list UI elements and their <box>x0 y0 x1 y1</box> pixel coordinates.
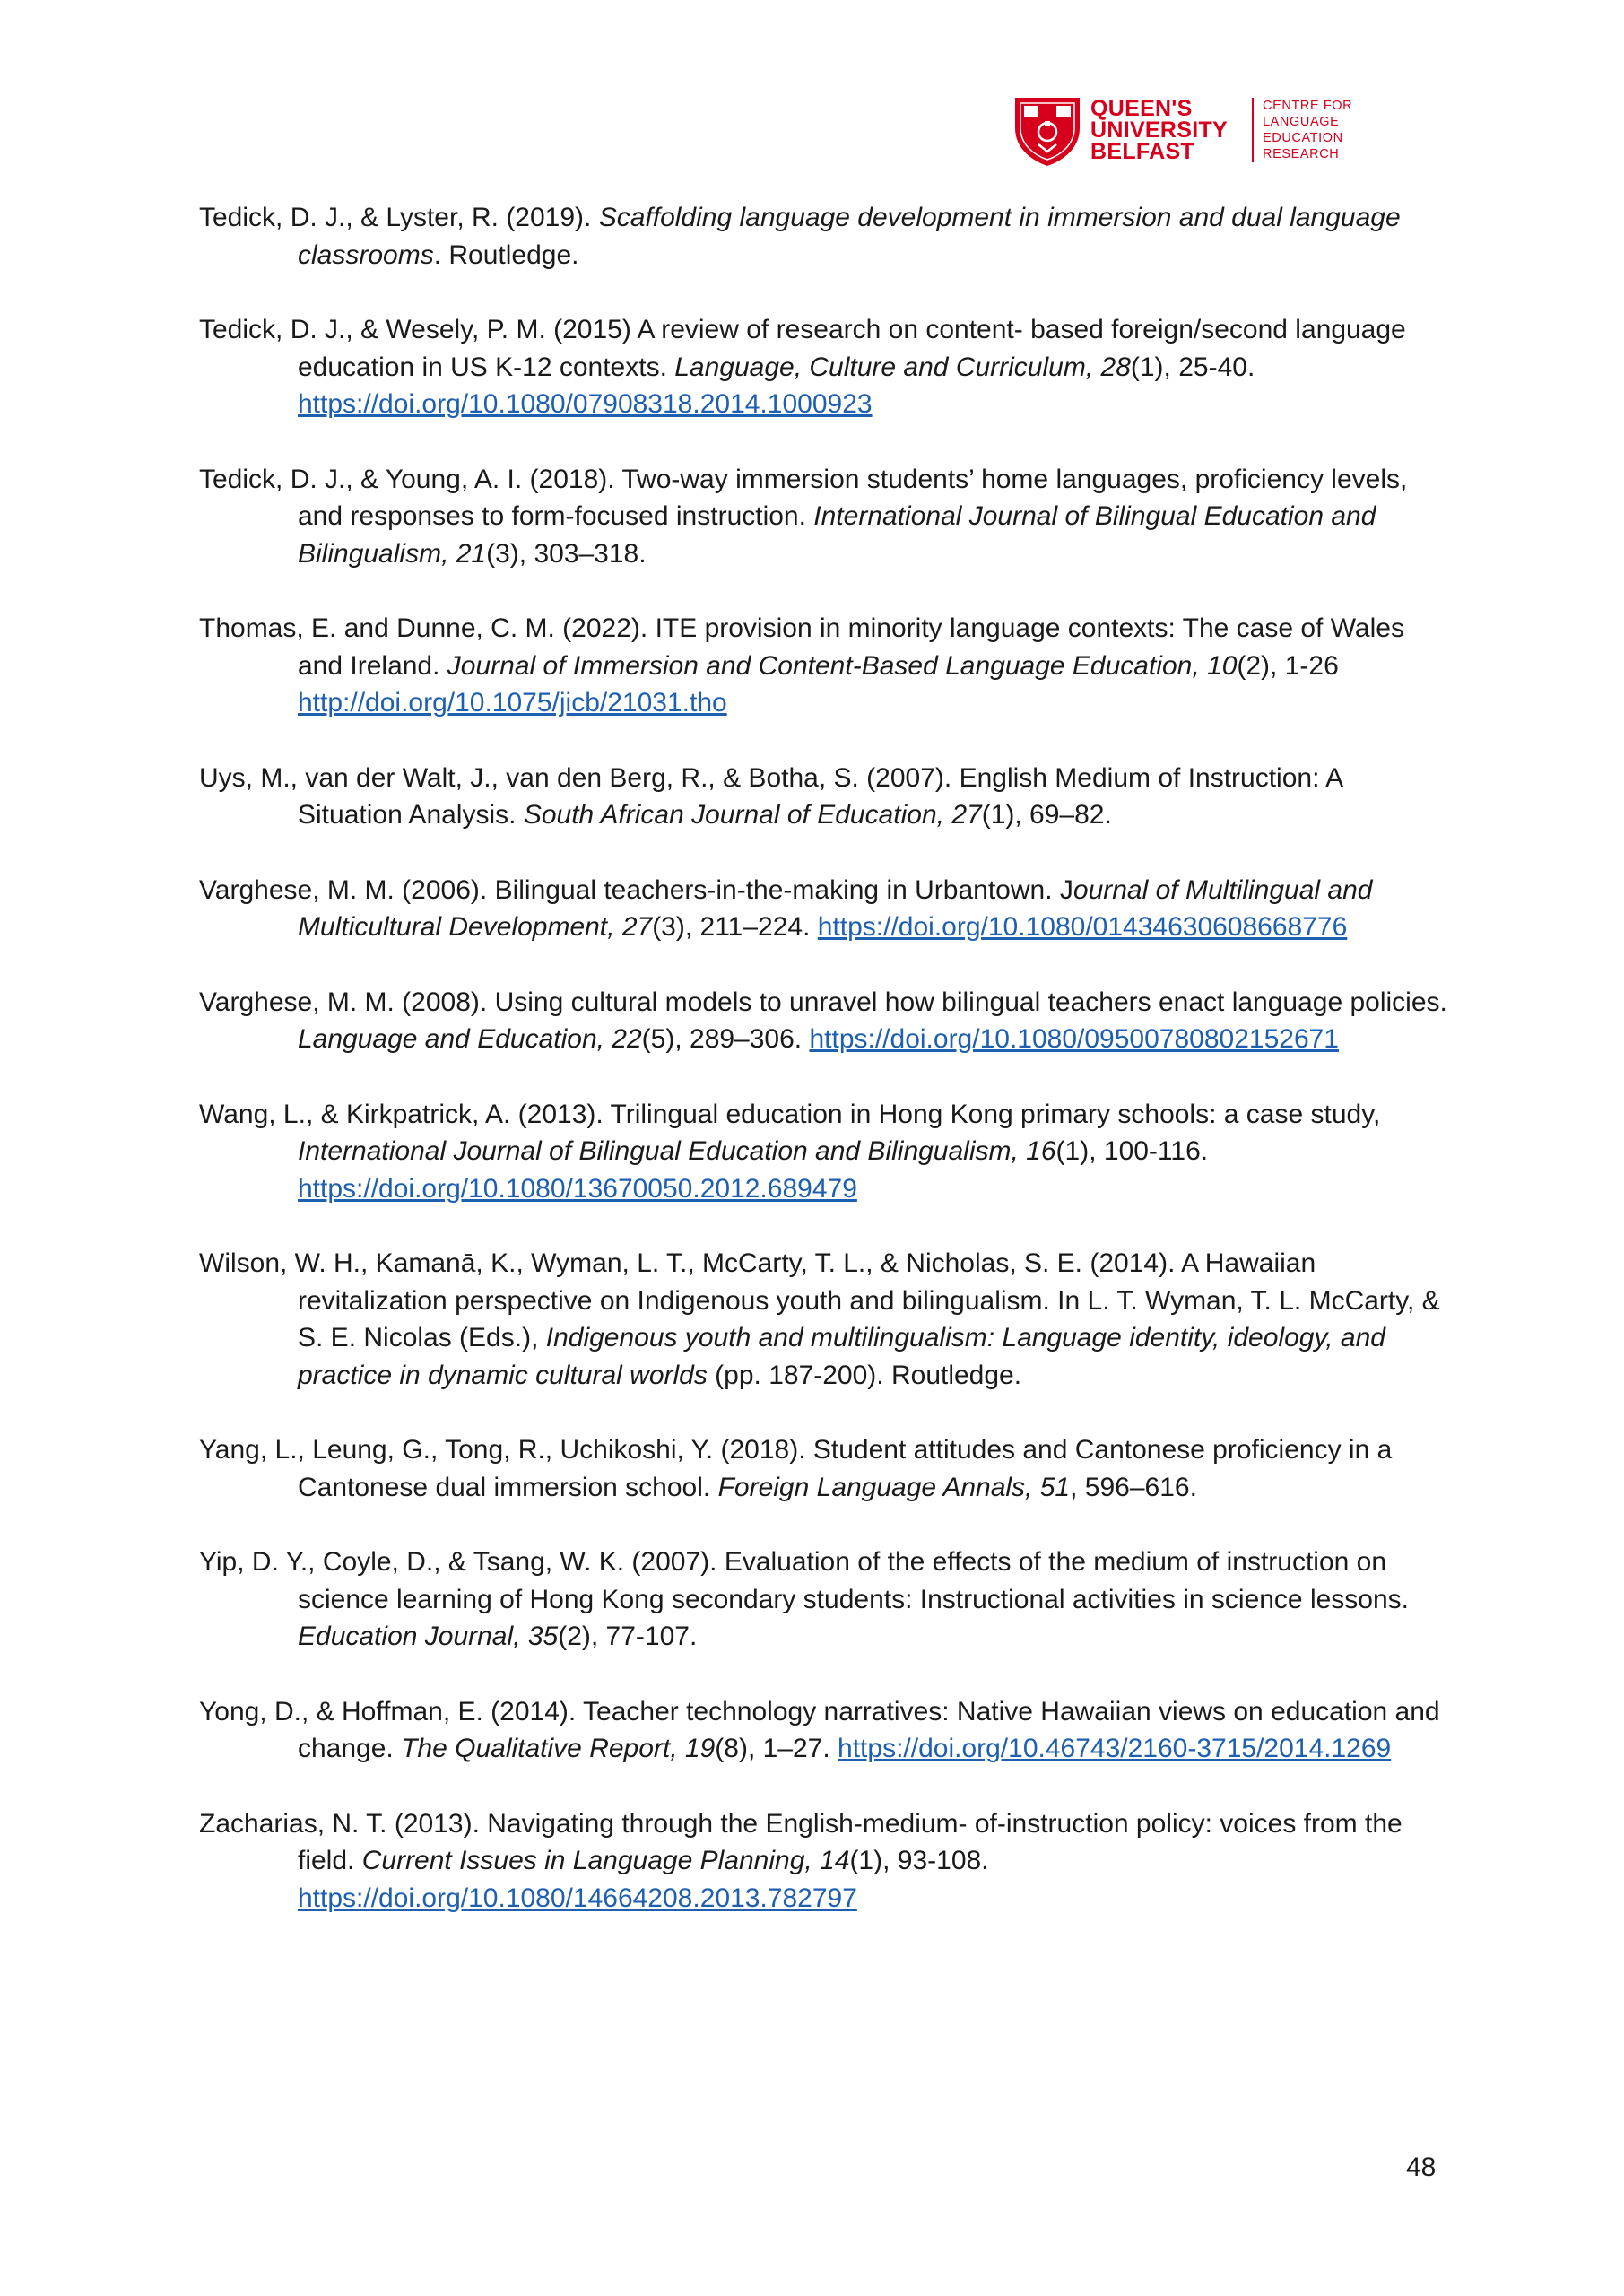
reference-title: ournal of Multilingual and Multicultural Development, 27 <box>298 874 1373 942</box>
reference-entry <box>199 1544 1450 1656</box>
doi-link[interactable]: http://doi.org/10.1075/jicb/21031.tho <box>298 688 727 718</box>
reference-entry <box>199 872 1450 946</box>
logo-line-1: QUEEN'S <box>1090 96 1193 121</box>
reference-title: Language, Culture and Curriculum, 28 <box>674 352 1131 382</box>
reference-details: , 596–616. <box>1070 1472 1197 1502</box>
reference-details: (1), 93-108. <box>849 1846 989 1875</box>
logo-line-2: UNIVERSITY <box>1090 117 1229 143</box>
reference-entry <box>199 984 1450 1058</box>
centre-line-1: CENTRE FOR <box>1263 99 1353 113</box>
reference-authors-text: Wilson, W. H., Kamanā, K., Wyman, L. T., McCarty, T. L., & Nicholas, S. E. (2014). A Hawaiian revitalization perspective on Indigenous youth and bilingualism. In L. T. Wyman, T. L. McCarty, & S. E. Nicolas (Eds.), <box>199 1248 1440 1352</box>
reference-details: (5), 289–306. <box>641 1024 810 1054</box>
reference-entry <box>199 311 1450 423</box>
reference-title: South African Journal of Education, 27 <box>523 800 982 830</box>
reference-details: (2), 1-26 <box>1237 650 1339 681</box>
reference-details: (pp. 187-200). Routledge. <box>707 1360 1022 1390</box>
reference-authors-text: Tedick, D. J., & Young, A. I. (2018). Two-way immersion students’ home languages, proficiency levels, and responses to form-focused instruction. <box>199 464 1408 531</box>
centre-line-4: RESEARCH <box>1263 147 1340 161</box>
reference-authors-text: Thomas, E. and Dunne, C. M. (2022). ITE provision in minority language contexts: The case of Wales and Ireland. <box>199 613 1404 681</box>
reference-title: Journal of Immersion and Content-Based Language Education, 10 <box>447 650 1238 681</box>
reference-details: (3), 303–318. <box>486 538 647 569</box>
reference-details: . Routledge. <box>433 239 579 270</box>
reference-details: (1), 25-40. <box>1130 352 1255 382</box>
reference-title: Current Issues in Language Planning, 14 <box>361 1846 850 1875</box>
reference-title: Foreign Language Annals, 51 <box>717 1472 1071 1502</box>
doi-link[interactable]: https://doi.org/10.1080/13670050.2012.689479 <box>298 1173 857 1204</box>
centre-name <box>1263 98 1352 162</box>
reference-authors-text: Varghese, M. M. (2008). Using cultural models to unravel how bilingual teachers enact language policies. <box>199 987 1447 1017</box>
reference-details: (2), 77-107. <box>558 1622 698 1651</box>
university-crest-icon <box>1012 94 1083 168</box>
doi-link[interactable]: https://doi.org/10.1080/09500780802152671 <box>809 1024 1339 1054</box>
reference-authors-text: Varghese, M. M. (2006). Bilingual teachers-in-the-making in Urbantown. J <box>199 874 1073 905</box>
reference-entry <box>199 760 1450 834</box>
reference-details: (1), 69–82. <box>981 800 1112 830</box>
logo-divider <box>1252 98 1254 162</box>
centre-line-3: EDUCATION <box>1263 131 1343 145</box>
reference-title: International Journal of Bilingual Education and Bilingualism, 16 <box>298 1136 1056 1166</box>
reference-list <box>199 199 1450 1954</box>
reference-details: (1), 100-116. <box>1055 1136 1209 1166</box>
reference-title: Education Journal, 35 <box>298 1622 559 1651</box>
reference-authors-text: Wang, L., & Kirkpatrick, A. (2013). Trilingual education in Hong Kong primary schools: a case study, <box>199 1099 1381 1129</box>
reference-entry <box>199 610 1450 722</box>
reference-authors-text: Zacharias, N. T. (2013). Navigating through the English-medium- of-instruction policy: voices from the field. <box>199 1808 1403 1875</box>
reference-entry <box>199 1805 1450 1918</box>
centre-line-2: LANGUAGE <box>1263 115 1340 129</box>
reference-authors-text: Yong, D., & Hoffman, E. (2014). Teacher technology narratives: Native Hawaiian views on education and change. <box>199 1696 1440 1763</box>
reference-entry <box>199 1245 1450 1394</box>
reference-entry <box>199 1431 1450 1506</box>
doi-link[interactable]: https://doi.org/10.1080/14664208.2013.782797 <box>298 1883 857 1913</box>
reference-title: The Qualitative Report, 19 <box>401 1734 716 1763</box>
logo-line-3: BELFAST <box>1090 139 1194 164</box>
university-name <box>1090 98 1228 162</box>
reference-title: Language and Education, 22 <box>298 1024 642 1054</box>
reference-authors-text: Uys, M., van der Walt, J., van den Berg, R., & Botha, S. (2007). English Medium of Instruction: A Situation Analysis. <box>199 762 1342 830</box>
doi-link[interactable]: https://doi.org/10.1080/01434630608668776 <box>817 912 1348 942</box>
reference-entry <box>199 1096 1450 1208</box>
doi-link[interactable]: https://doi.org/10.1080/07908318.2014.1000923 <box>298 389 873 419</box>
reference-details: (8), 1–27. <box>715 1734 838 1763</box>
reference-authors-text: Yang, L., Leung, G., Tong, R., Uchikoshi, Y. (2018). Student attitudes and Cantonese proficiency in a Cantonese dual immersion school. <box>199 1435 1393 1502</box>
reference-details: (3), 211–224. <box>652 912 818 942</box>
reference-title: Indigenous youth and multilingualism: Language identity, ideology, and practice in dynamic cultural worlds <box>298 1323 1385 1390</box>
reference-entry <box>199 199 1450 274</box>
reference-authors-text: Tedick, D. J., & Lyster, R. (2019). <box>199 203 599 232</box>
reference-title: Scaffolding language development in immersion and dual language classrooms <box>298 203 1401 270</box>
reference-authors-text: Tedick, D. J., & Wesely, P. M. (2015) A review of research on content- based foreign/second language education in US K-12 contexts. <box>199 315 1406 382</box>
reference-title: International Journal of Bilingual Education and Bilingualism, 21 <box>298 501 1376 569</box>
reference-authors-text: Yip, D. Y., Coyle, D., & Tsang, W. K. (2007). Evaluation of the effects of the medium of instruction on science learning of Hong Kong secondary students: Instructional activities in science lessons. <box>199 1547 1410 1614</box>
reference-entry <box>199 461 1450 573</box>
reference-entry <box>199 1693 1450 1768</box>
page-number: 48 <box>1406 2152 1437 2182</box>
university-logo <box>1012 94 1357 168</box>
doi-link[interactable]: https://doi.org/10.46743/2160-3715/2014.1269 <box>838 1734 1392 1763</box>
